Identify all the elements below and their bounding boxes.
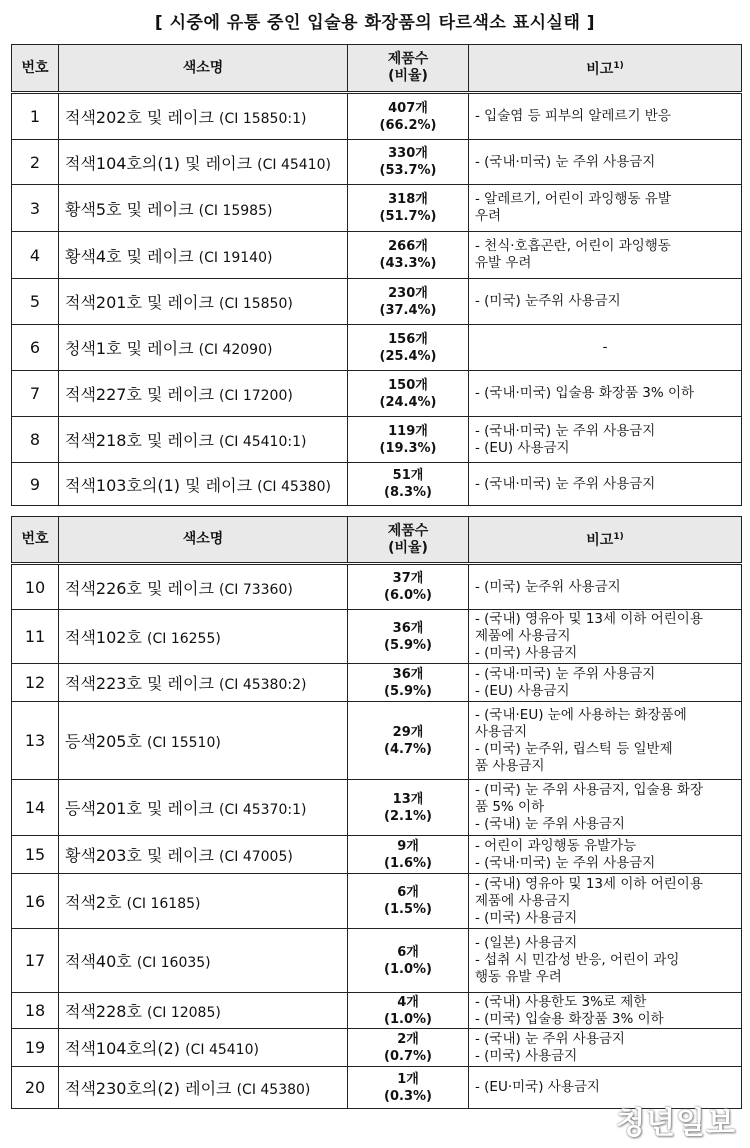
- color-name: 적색227호 및 레이크: [65, 385, 214, 404]
- watermark-logo: 청년일보: [616, 1106, 736, 1141]
- product-count-cell: [348, 836, 469, 874]
- product-count-cell: [348, 93, 469, 140]
- product-ratio: (24.4%): [379, 394, 437, 410]
- color-index-code: (CI 19140): [198, 249, 273, 266]
- product-count-cell: [348, 140, 469, 185]
- remark-line: - (국내·EU) 눈에 사용하는 화장품에: [475, 706, 687, 723]
- table-row: [12, 185, 742, 232]
- remark-line: - 천식·호흡곤란, 어린이 과잉행동: [475, 238, 671, 254]
- color-index-code: (CI 45380): [257, 478, 331, 495]
- product-count-cell: [348, 463, 469, 506]
- remarks-cell: [469, 664, 742, 702]
- color-name-cell: [59, 1067, 348, 1109]
- color-index-code: (CI 15850:1): [219, 111, 307, 127]
- table-row: [12, 874, 742, 929]
- remarks-cell: [469, 463, 742, 506]
- remark-line: 제품에 사용금지: [475, 628, 571, 644]
- product-count-cell: [348, 993, 469, 1029]
- remarks-cell: [469, 780, 742, 836]
- color-name-cell: [59, 185, 348, 232]
- header-color-name: 색소명: [59, 517, 348, 564]
- product-ratio: (2.1%): [384, 808, 432, 824]
- color-name-cell: [59, 371, 348, 417]
- row-number: 5: [12, 279, 59, 325]
- product-count-cell: [348, 185, 469, 232]
- color-name-cell: [59, 564, 348, 610]
- row-number: 13: [12, 702, 59, 780]
- product-ratio: (1.0%): [384, 1011, 432, 1027]
- product-count-cell: [348, 417, 469, 463]
- product-count: 1개: [397, 1071, 419, 1087]
- product-count: 330개: [388, 146, 428, 161]
- color-index-code: (CI 16255): [147, 631, 221, 647]
- color-name-cell: [59, 874, 348, 929]
- remark-line: - (국내·미국) 눈 주위 사용금지: [475, 475, 656, 492]
- remarks-cell: [469, 929, 742, 993]
- color-name-cell: [59, 325, 348, 371]
- row-number: 4: [12, 232, 59, 279]
- remarks-cell: [469, 993, 742, 1029]
- product-count-cell: [348, 371, 469, 417]
- remark-line: 제품에 사용금지: [475, 892, 571, 909]
- product-count-cell: [348, 564, 469, 610]
- product-count-cell: [348, 1029, 469, 1067]
- remarks-cell: [469, 325, 742, 371]
- row-number: 16: [12, 874, 59, 929]
- remark-line: - (미국) 눈주위, 립스틱 등 일반제: [475, 740, 673, 757]
- table-row: [12, 417, 742, 463]
- header-number: 번호: [12, 517, 59, 564]
- remark-line: - (국내) 영유아 및 13세 이하 어린이용: [475, 611, 703, 627]
- product-ratio: (66.2%): [379, 117, 437, 133]
- remark-line: 행동 유발 우려: [475, 969, 562, 985]
- color-index-code: (CI 15850): [219, 296, 293, 312]
- table-row: [12, 993, 742, 1029]
- header-number: 번호: [12, 45, 59, 93]
- remark-line: - (국내) 사용한도 3%로 제한: [475, 993, 647, 1010]
- table-row: [12, 463, 742, 506]
- row-number: 19: [12, 1029, 59, 1067]
- product-ratio: (19.3%): [379, 440, 437, 456]
- product-count-cell: [348, 929, 469, 993]
- table-row: [12, 610, 742, 664]
- product-ratio: (43.3%): [379, 256, 437, 271]
- row-number: 17: [12, 929, 59, 993]
- remark-line: 품 사용금지: [475, 757, 545, 774]
- remarks-cell: [469, 140, 742, 185]
- product-count: 230개: [388, 285, 428, 301]
- header-remarks: 비고$^{1)}$: [469, 45, 742, 93]
- color-name: 황색5호 및 레이크: [65, 199, 194, 219]
- product-ratio: (5.9%): [384, 637, 432, 653]
- remark-line: - (국내·미국) 입술용 화장품 3% 이하: [475, 385, 695, 401]
- dye-table-part1: [11, 44, 742, 506]
- product-ratio: (8.3%): [384, 485, 432, 500]
- product-count: 266개: [388, 239, 428, 254]
- color-index-code: (CI 12085): [147, 1005, 221, 1021]
- table-row: [12, 836, 742, 874]
- color-name: 적색218호 및 레이크: [65, 431, 214, 450]
- color-index-code: (CI 45410:1): [219, 434, 307, 450]
- remark-line: - (미국) 입술용 화장품 3% 이하: [475, 1010, 664, 1027]
- product-ratio: (1.6%): [384, 855, 432, 871]
- color-index-code: (CI 47005): [219, 849, 293, 865]
- product-ratio: (0.7%): [384, 1048, 432, 1064]
- row-number: 2: [12, 140, 59, 185]
- product-count: 37개: [392, 571, 424, 586]
- remark-line: -: [602, 339, 608, 355]
- row-number: 18: [12, 993, 59, 1029]
- product-ratio: (25.4%): [379, 348, 437, 364]
- remark-line: - 어린이 과잉행동 유발가능: [475, 837, 637, 854]
- color-name-cell: [59, 836, 348, 874]
- page-title: [ 시중에 유통 중인 입술용 화장품의 타르색소 표시실태 ]: [154, 13, 596, 33]
- row-number: 14: [12, 780, 59, 836]
- product-count-cell: [348, 610, 469, 664]
- product-count: 51개: [392, 468, 424, 483]
- remark-line: - (국내·미국) 눈 주위 사용금지: [475, 422, 656, 439]
- row-number: 1: [12, 93, 59, 140]
- color-index-code: (CI 42090): [198, 342, 273, 358]
- product-count-cell: [348, 232, 469, 279]
- product-count-cell: [348, 325, 469, 371]
- product-ratio: (6.0%): [384, 588, 432, 603]
- color-name-cell: [59, 929, 348, 993]
- table-row: [12, 929, 742, 993]
- remark-line: - (미국) 사용금지: [475, 1047, 578, 1064]
- product-ratio: (51.7%): [379, 209, 437, 224]
- row-number: 7: [12, 371, 59, 417]
- table-row: [12, 93, 742, 140]
- color-name: 적색40호: [65, 952, 132, 971]
- product-ratio: (0.3%): [384, 1088, 432, 1104]
- table-row: [12, 1029, 742, 1067]
- color-index-code: (CI 45380): [236, 1082, 311, 1098]
- product-count: 6개: [397, 944, 419, 960]
- product-count: 13개: [392, 791, 424, 807]
- remark-line: - (국내·미국) 눈 주위 사용금지: [475, 854, 656, 871]
- remark-line: 품 5% 이하: [475, 799, 545, 815]
- product-ratio: (1.0%): [384, 961, 432, 977]
- color-name: 적색102호: [65, 628, 142, 647]
- header-product-count: 제품수 (비율): [348, 45, 469, 93]
- remarks-cell: [469, 702, 742, 780]
- color-name: 적색230호의(2) 레이크: [65, 1079, 232, 1098]
- color-name: 황색4호 및 레이크: [65, 246, 194, 266]
- color-name-cell: [59, 610, 348, 664]
- row-number: 11: [12, 610, 59, 664]
- color-name: 적색104호의(1) 및 레이크: [65, 153, 253, 173]
- remark-line: - (미국) 눈주위 사용금지: [475, 578, 621, 595]
- header-remarks: 비고$^{1)}$: [469, 517, 742, 564]
- product-count-cell: [348, 279, 469, 325]
- color-index-code: (CI 16035): [136, 955, 211, 971]
- color-index-code: (CI 17200): [219, 388, 293, 404]
- remark-line: - 알레르기, 어린이 과잉행동 유발: [475, 191, 671, 207]
- color-name-cell: [59, 140, 348, 185]
- table-row: [12, 325, 742, 371]
- remarks-cell: [469, 836, 742, 874]
- color-index-code: (CI 45410): [185, 1042, 259, 1058]
- remark-line: - (일본) 사용금지: [475, 935, 578, 951]
- color-index-code: (CI 15510): [147, 735, 221, 751]
- row-number: 20: [12, 1067, 59, 1109]
- color-name: 적색228호: [65, 1002, 142, 1021]
- color-name: 적색103호의(1) 및 레이크: [65, 475, 253, 495]
- product-count: 29개: [392, 724, 424, 740]
- remark-line: - 입술염 등 피부의 알레르기 반응: [475, 108, 671, 124]
- color-name-cell: [59, 1029, 348, 1067]
- table-row: [12, 564, 742, 610]
- table-row: [12, 664, 742, 702]
- remark-line: - (미국) 눈주위 사용금지: [475, 293, 621, 309]
- product-count: 407개: [388, 100, 428, 116]
- product-count: 9개: [397, 838, 419, 854]
- color-name: 적색223호 및 레이크: [65, 674, 214, 693]
- color-name-cell: [59, 463, 348, 506]
- product-ratio: (37.4%): [379, 302, 437, 318]
- product-count-cell: [348, 874, 469, 929]
- color-name-cell: [59, 417, 348, 463]
- header-color-name: 색소명: [59, 45, 348, 93]
- remark-line: - (EU) 사용금지: [475, 439, 570, 456]
- color-name-cell: [59, 780, 348, 836]
- remark-line: - (국내) 영유아 및 13세 이하 어린이용: [475, 875, 703, 892]
- remark-line: - (국내) 눈 주위 사용금지: [475, 1030, 625, 1047]
- color-index-code: (CI 73360): [219, 581, 293, 598]
- product-ratio: (1.5%): [384, 902, 432, 917]
- remark-line: 사용금지: [475, 723, 528, 740]
- product-count-cell: [348, 702, 469, 780]
- color-name: 청색1호 및 레이크: [65, 339, 194, 358]
- product-count: 150개: [388, 377, 428, 393]
- color-index-code: (CI 45380:2): [219, 677, 307, 693]
- remark-line: - (미국) 눈 주위 사용금지, 입술용 화장: [475, 782, 704, 798]
- row-number: 9: [12, 463, 59, 506]
- row-number: 6: [12, 325, 59, 371]
- remarks-cell: [469, 874, 742, 929]
- product-count: 156개: [388, 331, 428, 347]
- color-name: 적색226호 및 레이크: [65, 578, 214, 598]
- product-count: 36개: [392, 620, 424, 636]
- dye-table-part2: [11, 516, 742, 1109]
- product-count-cell: [348, 1067, 469, 1109]
- color-index-code: (CI 45370:1): [219, 802, 307, 818]
- row-number: 15: [12, 836, 59, 874]
- product-count: 4개: [397, 994, 419, 1010]
- remark-line: 유발 우려: [475, 255, 532, 271]
- color-index-code: (CI 15985): [198, 202, 273, 219]
- product-count: 318개: [388, 192, 428, 207]
- color-name: 적색201호 및 레이크: [65, 293, 214, 312]
- color-name-cell: [59, 93, 348, 140]
- product-count: 36개: [392, 666, 424, 682]
- remarks-cell: [469, 279, 742, 325]
- product-count: 6개: [397, 885, 419, 900]
- remarks-cell: [469, 1029, 742, 1067]
- color-name-cell: [59, 702, 348, 780]
- product-ratio: (53.7%): [379, 163, 437, 178]
- row-number: 8: [12, 417, 59, 463]
- product-ratio: (5.9%): [384, 683, 432, 699]
- color-name: 등색201호 및 레이크: [65, 799, 214, 818]
- product-ratio: (4.7%): [384, 741, 432, 757]
- remarks-cell: [469, 610, 742, 664]
- color-name-cell: [59, 664, 348, 702]
- color-name: 등색205호: [65, 732, 142, 751]
- remark-line: - (EU) 사용금지: [475, 682, 570, 699]
- remark-line: - (미국) 사용금지: [475, 909, 578, 926]
- product-count: 2개: [397, 1031, 419, 1047]
- remark-line: - (국내·미국) 눈 주위 사용금지: [475, 153, 656, 170]
- table-row: [12, 780, 742, 836]
- color-index-code: (CI 45410): [257, 156, 331, 173]
- table-row: [12, 140, 742, 185]
- remarks-cell: [469, 185, 742, 232]
- color-name: 황색203호 및 레이크: [65, 846, 214, 865]
- remarks-cell: [469, 232, 742, 279]
- product-count: 119개: [388, 423, 428, 439]
- remarks-cell: [469, 564, 742, 610]
- table-row: [12, 232, 742, 279]
- table-row: [12, 371, 742, 417]
- color-name-cell: [59, 232, 348, 279]
- remarks-cell: [469, 93, 742, 140]
- product-count-cell: [348, 780, 469, 836]
- table-row: [12, 279, 742, 325]
- remark-line: - (EU·미국) 사용금지: [475, 1079, 600, 1095]
- remarks-cell: [469, 371, 742, 417]
- color-name: 적색2호: [65, 892, 122, 912]
- color-name: 적색202호 및 레이크: [65, 108, 214, 127]
- header-product-count: 제품수 (비율): [348, 517, 469, 564]
- remark-line: - 섭취 시 민감성 반응, 어린이 과잉: [475, 952, 680, 968]
- remark-line: - (국내·미국) 눈 주위 사용금지: [475, 665, 656, 682]
- table-row: [12, 702, 742, 780]
- row-number: 10: [12, 564, 59, 610]
- product-count-cell: [348, 664, 469, 702]
- color-name-cell: [59, 279, 348, 325]
- remark-line: - (국내) 눈 주위 사용금지: [475, 816, 625, 832]
- row-number: 12: [12, 664, 59, 702]
- remark-line: - (미국) 사용금지: [475, 645, 578, 661]
- remark-line: 우려: [475, 208, 502, 224]
- color-index-code: (CI 16185): [126, 895, 201, 912]
- color-name-cell: [59, 993, 348, 1029]
- row-number: 3: [12, 185, 59, 232]
- remarks-cell: [469, 417, 742, 463]
- color-name: 적색104호의(2): [65, 1039, 181, 1058]
